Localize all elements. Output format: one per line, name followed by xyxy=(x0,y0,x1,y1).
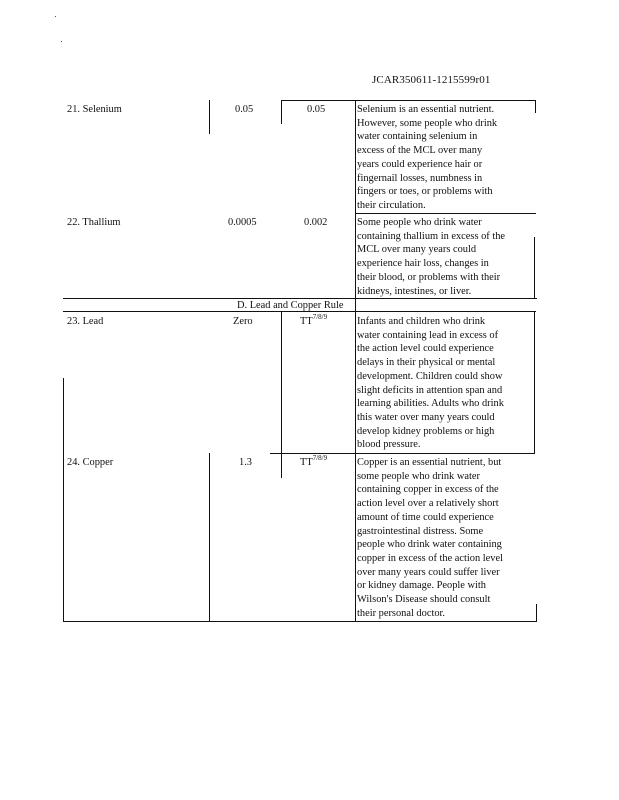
effects-line: experience hair loss, changes in xyxy=(357,258,489,270)
effects-line: gastrointestinal distress. Some xyxy=(357,525,484,537)
effects-line: learning abilities. Adults who drink xyxy=(357,398,504,410)
effects-line: Copper is an essential nutrient, but xyxy=(357,457,502,468)
effects-line: delays in their physical or mental xyxy=(357,357,496,369)
effects-line: kidneys, intestines, or liver. xyxy=(357,285,472,297)
effects-line: or kidney damage. People with xyxy=(357,580,486,592)
rule-top xyxy=(281,100,536,101)
health-effects xyxy=(357,216,537,298)
effects-line: water containing lead in excess of xyxy=(357,329,499,341)
document-id: JCAR350611-1215599r01 xyxy=(372,74,491,86)
footnote-ref: 7/8/9 xyxy=(312,454,328,462)
effects-line: Infants and children who drink xyxy=(357,316,486,327)
effects-line: action level over a relatively short xyxy=(357,498,499,510)
effects-line: their personal doctor. xyxy=(357,607,446,619)
mclg-value: 0.0005 xyxy=(228,217,257,228)
col-rule-2-b xyxy=(209,453,210,622)
effects-line: fingers or toes, or problems with xyxy=(357,186,493,198)
col-rule-4 xyxy=(355,100,356,622)
effects-line: copper in excess of the action level xyxy=(357,552,503,564)
section-header: D. Lead and Copper Rule xyxy=(237,300,344,311)
contaminant-name: 22. Thallium xyxy=(67,217,121,228)
effects-line: some people who drink water xyxy=(357,470,480,482)
rule-row-23b xyxy=(357,453,534,454)
rule-row-21 xyxy=(355,213,536,214)
mcl-value: 0.002 xyxy=(304,217,328,228)
mclg-value: Zero xyxy=(233,316,253,327)
effects-line: years could experience hair or xyxy=(357,158,483,170)
effects-line: their circulation. xyxy=(357,199,426,211)
effects-line: blood pressure. xyxy=(357,439,421,451)
contaminant-name: 21. Selenium xyxy=(67,104,122,115)
effects-line: people who drink water containing xyxy=(357,539,502,551)
effects-line: this water over many years could xyxy=(357,411,495,423)
effects-line: their blood, or problems with their xyxy=(357,271,501,283)
effects-line: slight deficits in attention span and xyxy=(357,384,503,396)
effects-line: development. Children could show xyxy=(357,370,503,382)
scan-speck xyxy=(55,16,56,17)
contaminant-name: 24. Copper xyxy=(67,457,114,468)
health-effects xyxy=(357,456,537,620)
contaminant-name: 23. Lead xyxy=(67,316,104,327)
effects-line: containing thallium in excess of the xyxy=(357,230,506,242)
effects-line: develop kidney problems or high xyxy=(357,425,495,437)
col-rule-3-b xyxy=(281,311,282,478)
mclg-value: 0.05 xyxy=(235,104,254,115)
effects-line: containing copper in excess of the xyxy=(357,484,499,496)
mcl-value: 0.05 xyxy=(307,104,326,115)
effects-line: water containing selenium in xyxy=(357,131,478,143)
col-rule-3-a xyxy=(281,100,282,124)
effects-line: the action level could experience xyxy=(357,343,494,355)
health-effects xyxy=(357,103,537,213)
effects-line: fingernail losses, numbness in xyxy=(357,172,483,184)
effects-line: Some people who drink water xyxy=(357,217,482,228)
mcl-text: TT xyxy=(300,457,313,468)
effects-line: Wilson's Disease should consult xyxy=(357,594,491,606)
rule-bottom xyxy=(63,621,537,622)
mcl-value xyxy=(300,456,327,470)
effects-line: over many years could suffer liver xyxy=(357,566,500,578)
effects-line: Selenium is an essential nutrient. xyxy=(357,104,495,115)
mclg-value: 1.3 xyxy=(239,457,252,468)
mcl-text: TT xyxy=(300,316,313,327)
effects-line: excess of the MCL over many xyxy=(357,145,483,157)
footnote-ref: 7/8/9 xyxy=(312,313,328,321)
effects-line: However, some people who drink xyxy=(357,117,498,129)
effects-line: amount of time could experience xyxy=(357,511,494,523)
col-rule-left xyxy=(63,378,64,622)
effects-line: MCL over many years could xyxy=(357,244,477,256)
scan-speck xyxy=(61,41,62,42)
col-rule-2-a xyxy=(209,100,210,134)
health-effects xyxy=(357,315,537,452)
mcl-value xyxy=(300,315,327,329)
